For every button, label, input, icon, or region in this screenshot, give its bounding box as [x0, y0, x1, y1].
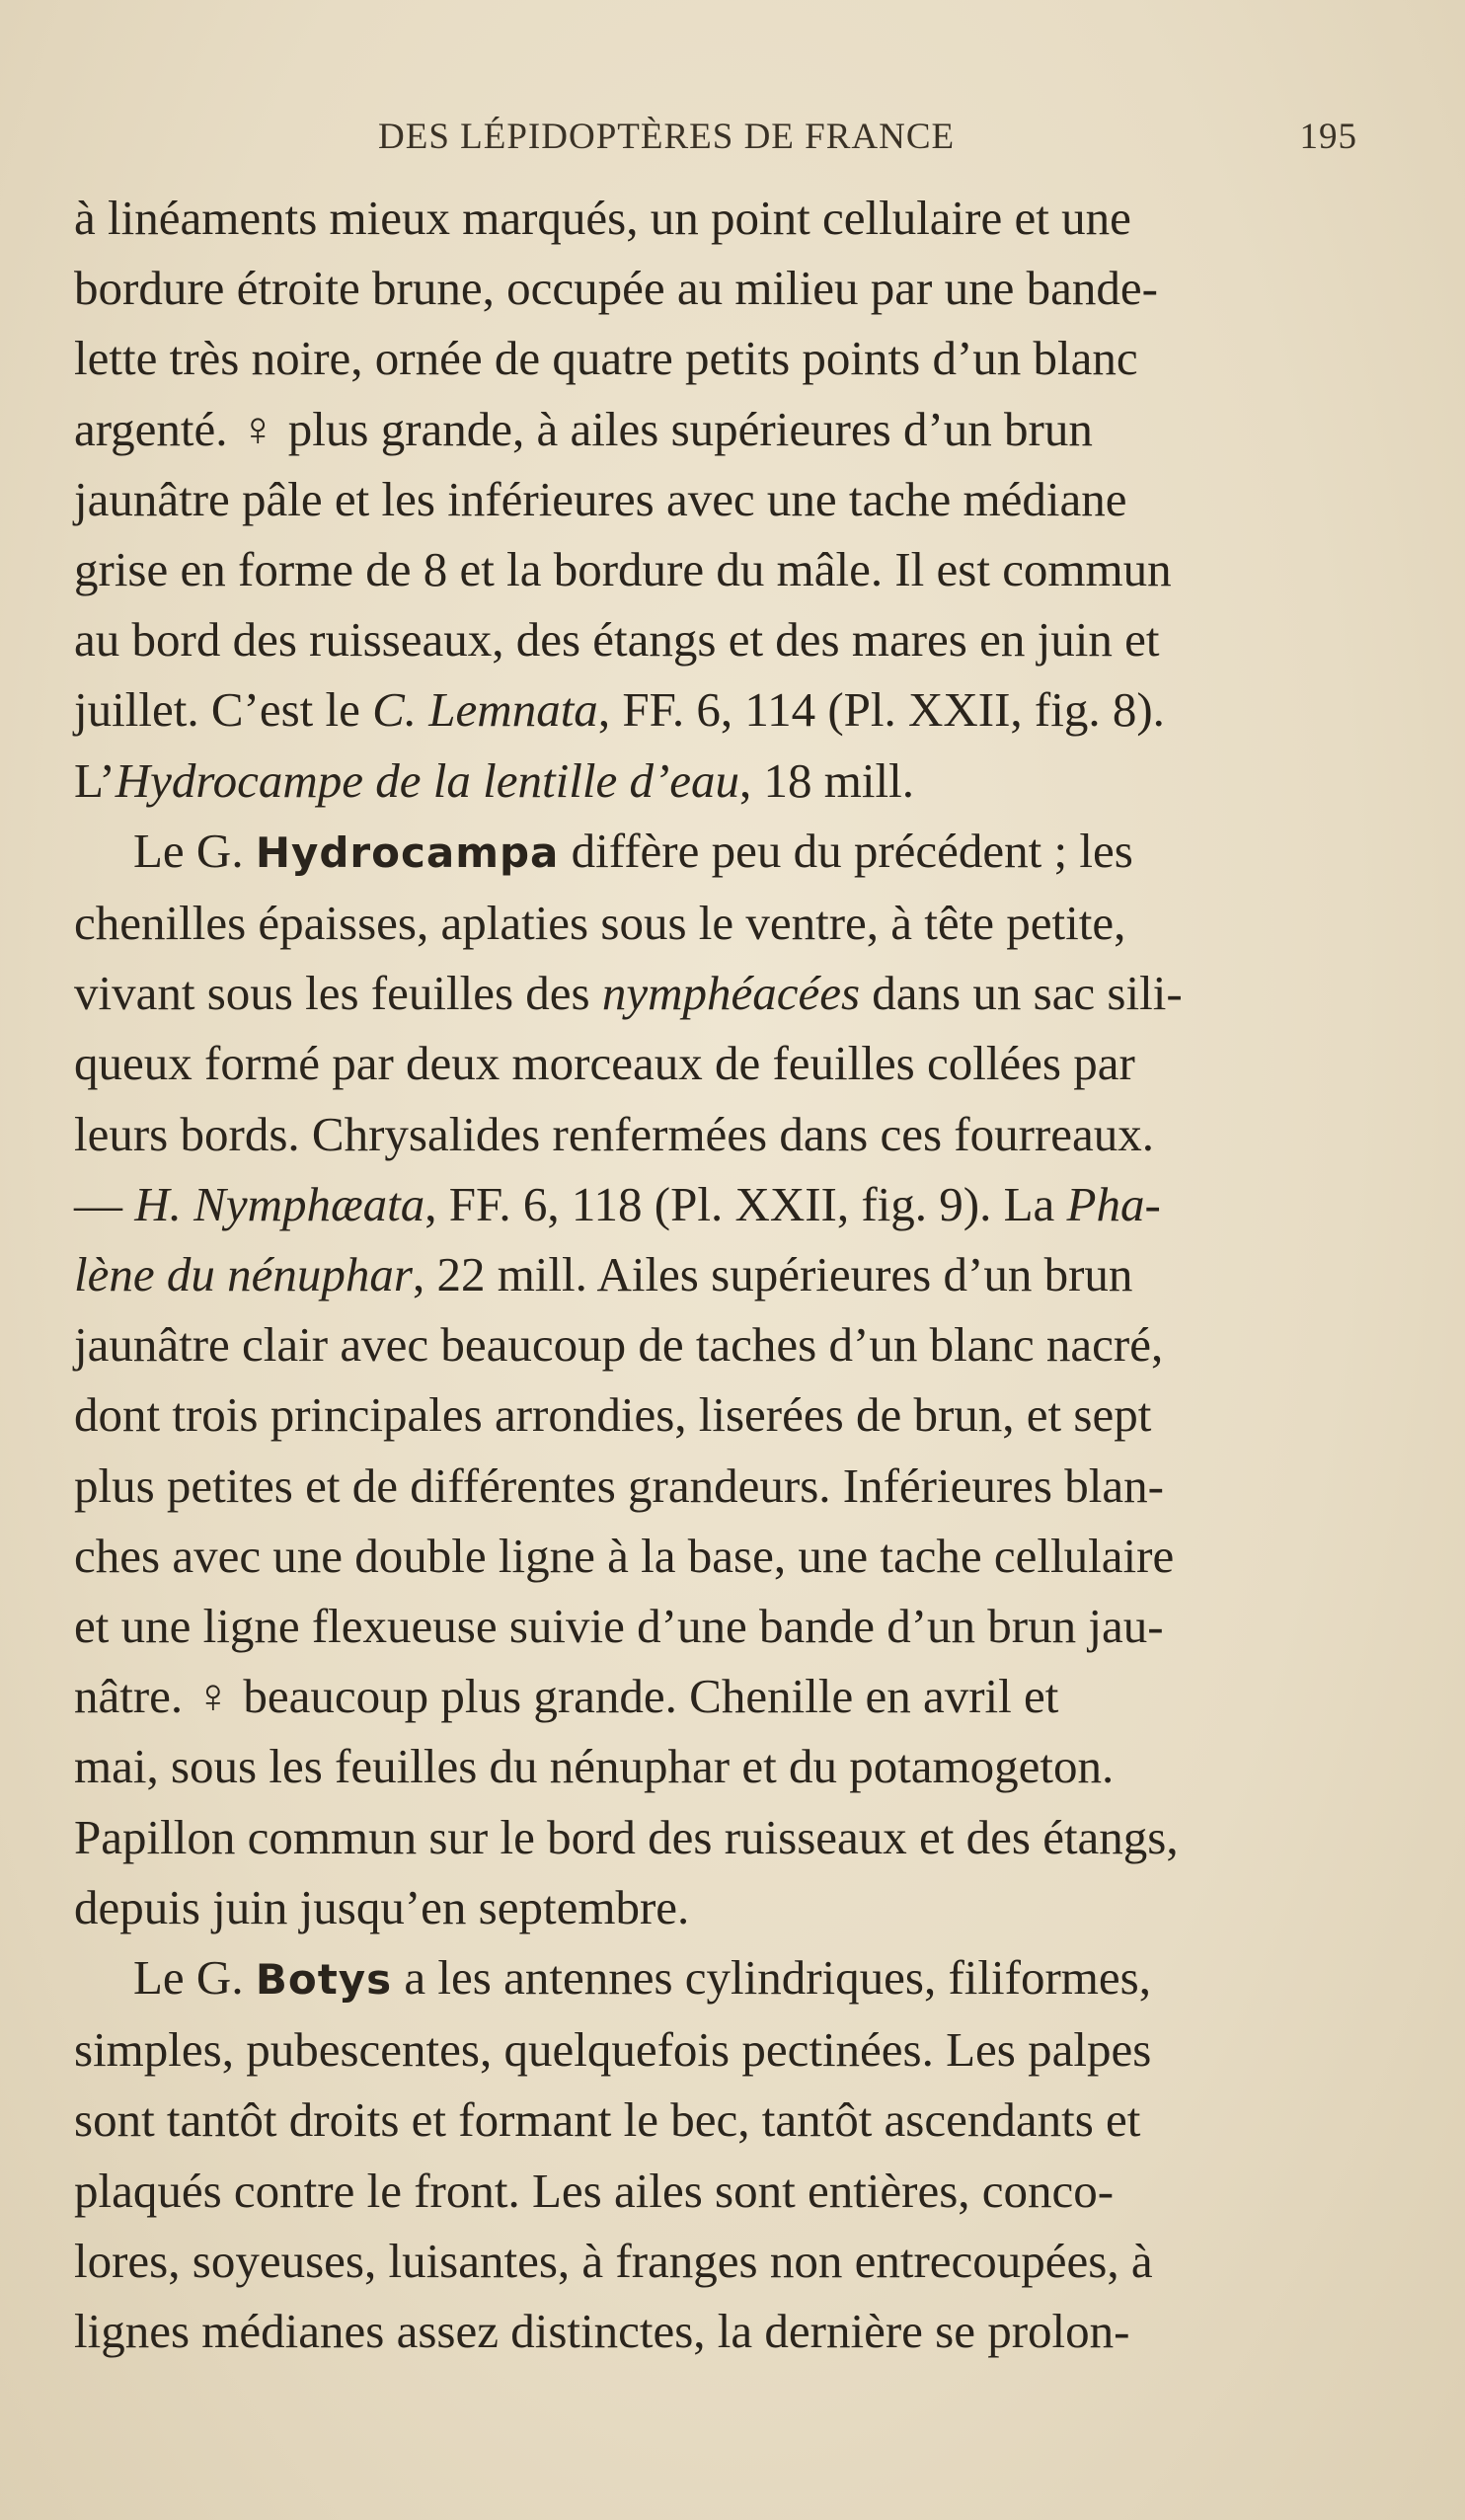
- text-line: argenté. ♀ plus grande, à ailes supérieures d’un brun: [74, 401, 1093, 456]
- text-run: Le G.: [133, 823, 256, 878]
- text-line: grise en forme de 8 et la bordure du mâle. Il est commun: [74, 542, 1172, 597]
- species-name: C. Lemnata: [372, 682, 598, 738]
- species-name: H. Nymphæata: [134, 1176, 425, 1231]
- text-line: lette très noire, ornée de quatre petits points d’un blanc: [74, 331, 1138, 386]
- text-line: nâtre. ♀ beaucoup plus grande. Chenille en avril et: [74, 1669, 1059, 1724]
- text-line: à linéaments mieux marqués, un point cellulaire et une: [74, 191, 1131, 245]
- common-name: Hydrocampe de la lentille d’eau: [115, 752, 740, 808]
- common-name: Pha-: [1066, 1176, 1161, 1231]
- text-line: [74, 816, 1397, 888]
- text-line: lignes médianes assez distinctes, la dernière se prolon-: [74, 2304, 1130, 2359]
- text-run: , 22 mill. Ailes supérieures d’un brun: [412, 1247, 1133, 1302]
- common-name: lène du nénuphar: [74, 1247, 413, 1302]
- text-line: bordure étroite brune, occupée au milieu par une bande-: [74, 261, 1158, 316]
- family-name: nymphéacées: [601, 966, 861, 1021]
- text-line: [74, 746, 1397, 816]
- text-line: [74, 1239, 1397, 1309]
- text-line: [74, 1942, 1397, 2014]
- page-number: 195: [1299, 117, 1357, 157]
- text-line: leurs bords. Chrysalides renfermées dans ces fourreaux.: [74, 1106, 1154, 1161]
- text-line: chenilles épaisses, aplaties sous le ventre, à tête petite,: [74, 896, 1126, 951]
- text-run: dans un sac sili-: [860, 966, 1183, 1021]
- text-line: [74, 1169, 1397, 1239]
- text-run: —: [74, 1176, 135, 1231]
- text-run: a les antennes cylindriques, filiformes,: [392, 1950, 1151, 2006]
- text-line: simples, pubescentes, quelquefois pectinées. Les palpes: [74, 2022, 1152, 2078]
- text-line: lores, soyeuses, luisantes, à franges non entrecoupées, à: [74, 2233, 1153, 2288]
- text-run: juillet. C’est le: [74, 682, 373, 738]
- book-page: [74, 104, 1397, 2366]
- body-text: [74, 183, 1397, 2366]
- text-line: depuis juin jusqu’en septembre.: [74, 1879, 690, 1934]
- text-line: ches avec une double ligne à la base, une tache cellulaire: [74, 1528, 1175, 1583]
- text-line: mai, sous les feuilles du nénuphar et du potamogeton.: [74, 1739, 1115, 1794]
- text-line: au bord des ruisseaux, des étangs et des mares en juin et: [74, 612, 1160, 668]
- text-line: jaunâtre pâle et les inférieures avec une tache médiane: [74, 471, 1127, 526]
- text-run: , FF. 6, 114 (Pl. XXII, fig. 8).: [597, 682, 1165, 738]
- text-line: plus petites et de différentes grandeurs. Inférieures blan-: [74, 1457, 1164, 1513]
- text-line: sont tantôt droits et formant le bec, tantôt ascendants et: [74, 2092, 1141, 2148]
- genus-name: Botys: [255, 1955, 393, 2005]
- text-line: [74, 958, 1397, 1028]
- text-line: et une ligne flexueuse suivie d’une bande d’un brun jau-: [74, 1599, 1164, 1654]
- text-line: [74, 674, 1397, 745]
- text-line: dont trois principales arrondies, liserées de brun, et sept: [74, 1387, 1152, 1443]
- text-run: Le G.: [133, 1950, 256, 2006]
- text-line: jaunâtre clair avec beaucoup de taches d’un blanc nacré,: [74, 1317, 1164, 1373]
- text-line: queux formé par deux morceaux de feuilles collées par: [74, 1036, 1135, 1091]
- genus-name: Hydrocampa: [255, 827, 560, 877]
- text-run: , 18 mill.: [739, 752, 914, 808]
- text-run: diffère peu du précédent ; les: [559, 823, 1133, 878]
- text-run: L’: [74, 752, 116, 808]
- running-title: DES LÉPIDOPTÈRES DE FRANCE: [378, 117, 956, 157]
- text-run: , FF. 6, 118 (Pl. XXII, fig. 9). La: [424, 1176, 1067, 1231]
- text-line: Papillon commun sur le bord des ruisseaux et des étangs,: [74, 1809, 1179, 1864]
- text-line: plaqués contre le front. Les ailes sont entières, conco-: [74, 2163, 1115, 2218]
- text-run: vivant sous les feuilles des: [74, 966, 602, 1021]
- page-header: [74, 104, 1397, 163]
